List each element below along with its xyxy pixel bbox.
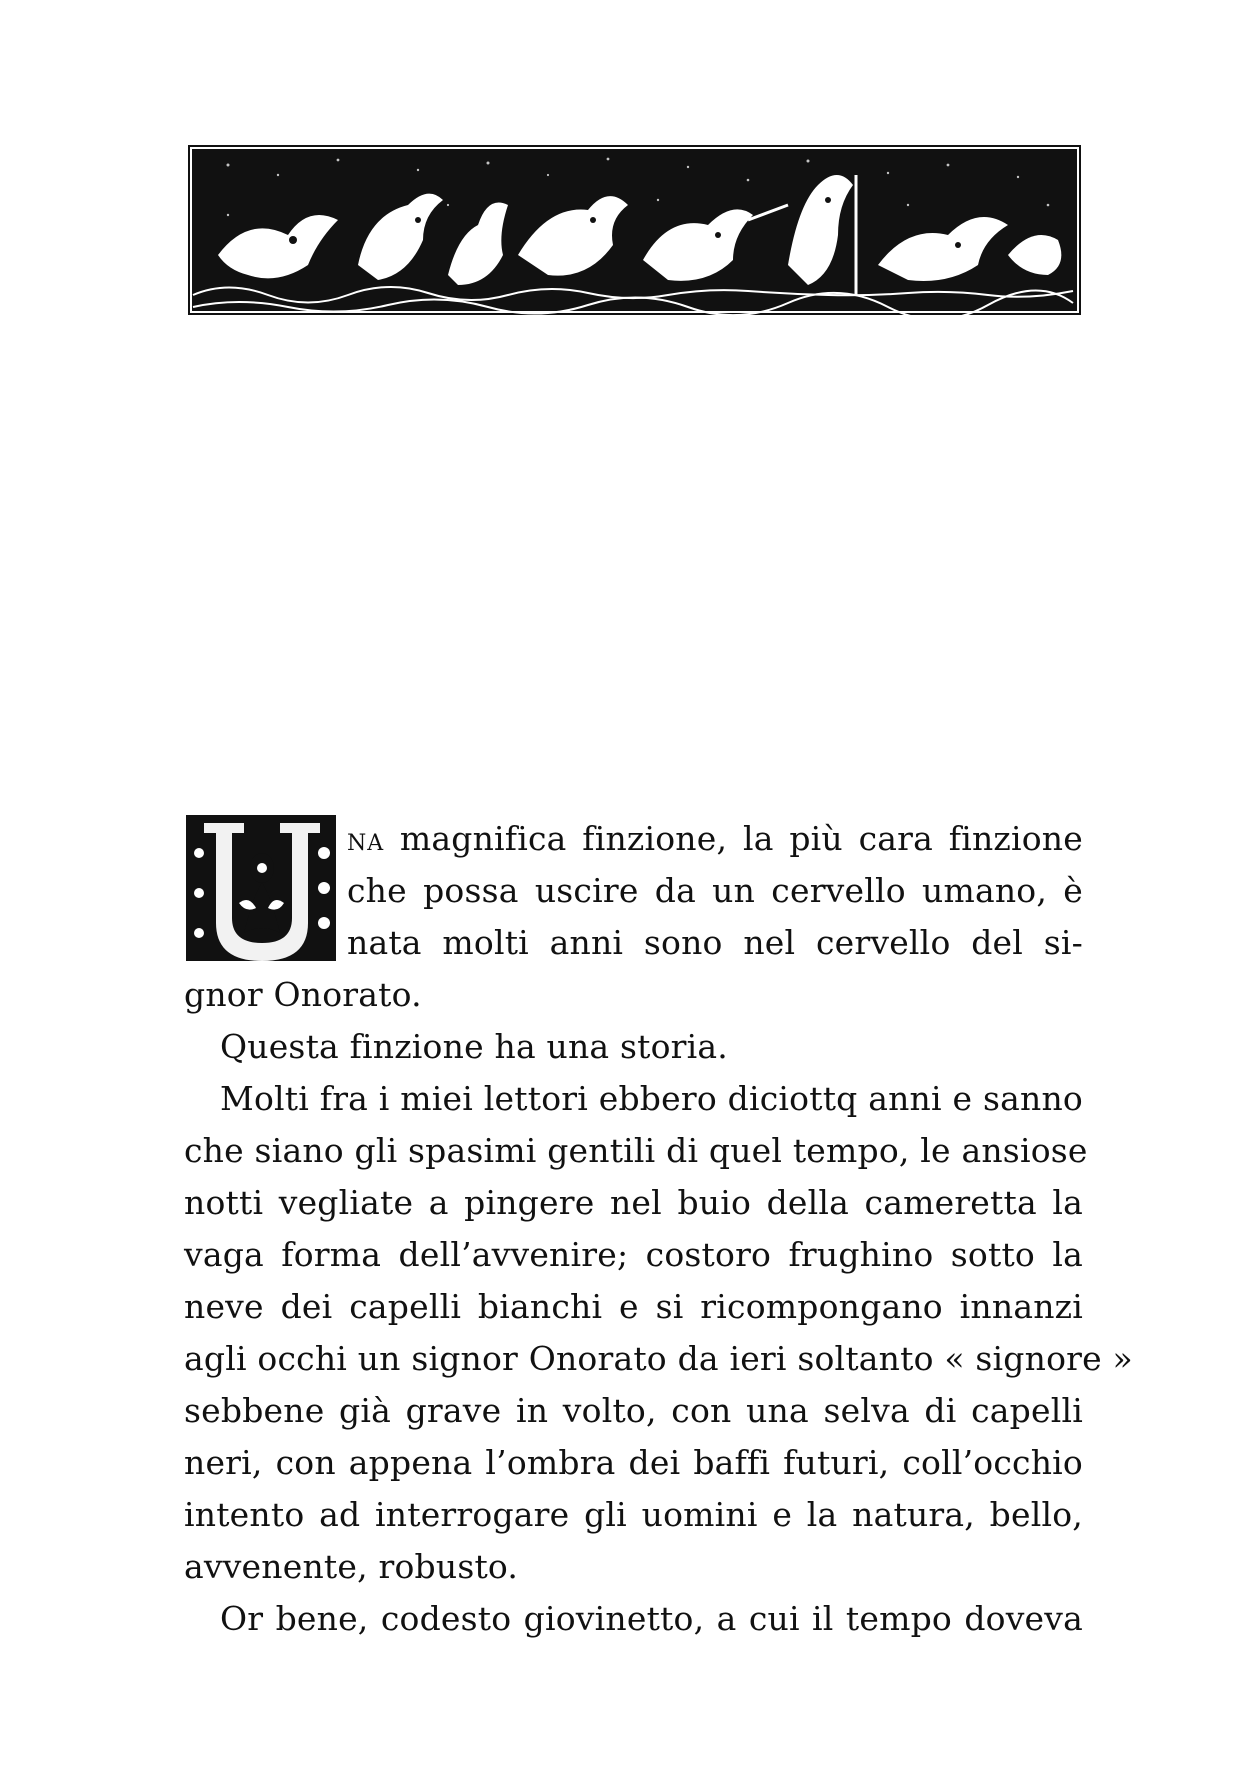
line-text: magnifica finzione, la più cara finzione [384, 819, 1083, 858]
text-line: che possa uscire da un cervello umano, è [347, 871, 1083, 910]
text-line: avvenente, robusto. [184, 1547, 519, 1586]
text-line: vaga forma dell’avvenire; costoro frughino sotto la [184, 1235, 1083, 1274]
text-line: intento ad interrogare gli uomini e la natura, bello, [184, 1495, 1083, 1534]
text-line: agli occhi un signor Onorato da ieri soltanto « signore » [184, 1339, 1133, 1378]
text-line: neve dei capelli bianchi e si ricompongano innanzi [184, 1287, 1083, 1326]
text-line: neri, con appena l’ombra dei baffi futuri, coll’occhio [184, 1443, 1083, 1482]
text-line: Molti fra i miei lettori ebbero diciottq anni e sanno [220, 1079, 1083, 1118]
smallcaps-lead: NA [347, 831, 385, 856]
text-line: che siano gli spasimi gentili di quel tempo, le ansiose [184, 1131, 1088, 1170]
text-line: Or bene, codesto giovinetto, a cui il tempo doveva [220, 1599, 1083, 1638]
text-line: Questa finzione ha una storia. [220, 1027, 728, 1066]
text-line: sebbene già grave in volto, con una selva di capelli [184, 1391, 1083, 1430]
text-line: nata molti anni sono nel cervello del si- [347, 923, 1083, 962]
text-line: gnor Onorato. [184, 975, 422, 1014]
ornamental-initial-u-icon [184, 813, 340, 965]
text-line [347, 813, 1083, 865]
sea-creatures-engraving-icon [188, 145, 1081, 315]
text-line: notti vegliate a pingere nel buio della cameretta la [184, 1183, 1083, 1222]
sea-creatures-engraving-banner [188, 145, 1081, 315]
